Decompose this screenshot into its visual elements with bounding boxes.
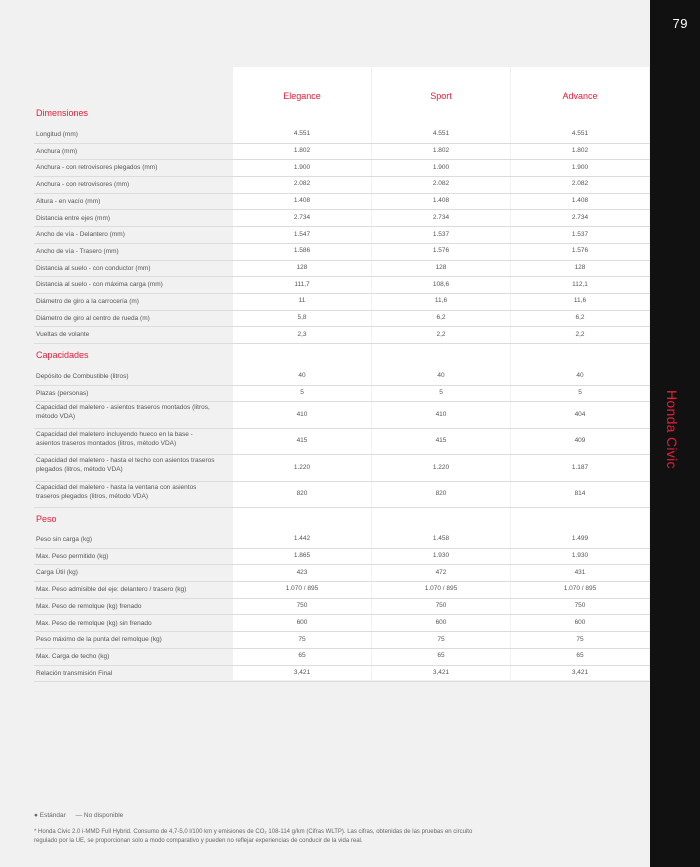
row-value: 750 bbox=[435, 602, 447, 610]
table-row bbox=[34, 401, 650, 429]
table-row bbox=[34, 481, 650, 509]
row-label: Ancho de vía - Trasero (mm) bbox=[36, 247, 119, 255]
row-value: 1.070 / 895 bbox=[563, 585, 597, 593]
table-row bbox=[34, 648, 650, 666]
row-label: Distancia entre ejes (mm) bbox=[36, 214, 111, 222]
section-title: Capacidades bbox=[36, 350, 89, 360]
row-value: 111,7 bbox=[294, 280, 310, 288]
row-value: 40 bbox=[576, 372, 584, 380]
table-row bbox=[34, 428, 650, 456]
row-value: 410 bbox=[296, 410, 308, 418]
row-label: Capacidad del maletero incluyendo hueco en la base - asientos traseros montados (litros, método VDA) bbox=[36, 430, 193, 447]
table-row bbox=[34, 598, 650, 616]
row-value: 1.408 bbox=[571, 197, 589, 205]
row-value: 128 bbox=[296, 263, 308, 271]
page-number: 79 bbox=[672, 16, 688, 31]
row-value: 40 bbox=[437, 372, 445, 380]
table-row bbox=[34, 615, 650, 633]
row-value: 750 bbox=[296, 602, 308, 610]
row-value: 11,6 bbox=[434, 297, 448, 305]
row-value: 1.802 bbox=[432, 147, 450, 155]
row-value: 112,1 bbox=[572, 280, 588, 288]
row-value: 1.900 bbox=[432, 163, 450, 171]
row-value: 108,6 bbox=[432, 280, 450, 288]
row-value: 2.734 bbox=[571, 213, 589, 221]
row-value: 3,421 bbox=[432, 668, 450, 676]
row-value: 2,2 bbox=[436, 330, 446, 338]
table-row bbox=[34, 548, 650, 566]
row-label: Diámetro de giro a la carrocería (m) bbox=[36, 298, 139, 305]
row-label: Carga Útil (kg) bbox=[36, 569, 78, 577]
row-value: 1.537 bbox=[432, 230, 450, 238]
row-value: 423 bbox=[296, 568, 308, 576]
table-row bbox=[34, 454, 650, 482]
row-value: 6,2 bbox=[575, 314, 585, 322]
table-row bbox=[34, 260, 650, 278]
row-value: 1.930 bbox=[571, 552, 589, 560]
column-header-elegance: Elegance bbox=[283, 91, 321, 101]
row-value: 1.537 bbox=[571, 230, 589, 238]
row-value: 1.802 bbox=[293, 147, 311, 155]
row-label: Distancia al suelo - con máxima carga (mm) bbox=[36, 281, 163, 289]
table-row bbox=[34, 368, 650, 386]
row-value: 1.900 bbox=[293, 163, 311, 171]
row-value: 1.865 bbox=[293, 552, 311, 560]
row-value: 410 bbox=[435, 410, 447, 418]
row-label: Peso sin carga (kg) bbox=[36, 536, 92, 543]
table-row bbox=[34, 226, 650, 244]
table-row bbox=[34, 126, 650, 144]
row-value: 1.802 bbox=[571, 147, 589, 155]
row-label: Depósito de Combustible (litros) bbox=[36, 373, 129, 380]
row-value: 4.551 bbox=[293, 130, 311, 138]
table-row bbox=[34, 276, 650, 294]
table-row bbox=[34, 293, 650, 311]
row-value: 2,2 bbox=[575, 330, 585, 338]
row-value: 1.187 bbox=[571, 463, 589, 471]
column-header-sport: Sport bbox=[430, 91, 452, 101]
row-value: 600 bbox=[435, 618, 447, 626]
table-row bbox=[34, 631, 650, 649]
row-value: 415 bbox=[296, 437, 308, 445]
row-value: 820 bbox=[435, 490, 447, 498]
row-value: 1.576 bbox=[571, 247, 589, 255]
row-value: 128 bbox=[435, 263, 447, 271]
row-label: Diámetro de giro al centro de rueda (m) bbox=[36, 314, 150, 322]
row-value: 600 bbox=[296, 618, 308, 626]
row-value: 1.499 bbox=[571, 535, 589, 543]
table-row bbox=[34, 665, 650, 683]
row-value: 75 bbox=[576, 635, 584, 643]
row-label: Max. Carga de techo (kg) bbox=[36, 652, 110, 660]
footnote: * Honda Civic 2.0 i-MMD Full Hybrid. Consumo de 4,7-5,0 l/100 km y emisiones de CO₂ 108-114 g/km (Cifras WLTP). Las cifras, obtenidas de las pruebas en circuito regulado por la UE, se proporcionan solo a modo comparativo y pueden no reflejar experiencias de conducir de la vida real. bbox=[34, 829, 473, 844]
row-label: Ancho de vía - Delantero (mm) bbox=[36, 231, 125, 239]
row-label: Longitud (mm) bbox=[36, 131, 78, 138]
row-value: 415 bbox=[435, 437, 447, 445]
row-value: 2,3 bbox=[297, 330, 307, 338]
row-label: Plazas (personas) bbox=[36, 389, 89, 397]
row-value: 2.734 bbox=[432, 213, 450, 221]
row-value: 1.220 bbox=[293, 463, 311, 471]
row-label: Max. Peso admisible del eje: delantero / trasero (kg) bbox=[36, 586, 187, 594]
row-label: Distancia al suelo - con conductor (mm) bbox=[36, 264, 151, 272]
row-label: Max. Peso de remolque (kg) sin frenado bbox=[36, 619, 152, 627]
row-value: 820 bbox=[296, 490, 308, 498]
table-row bbox=[34, 176, 650, 194]
row-value: 5,8 bbox=[297, 314, 307, 322]
row-value: 1.930 bbox=[432, 552, 450, 560]
row-value: 128 bbox=[574, 263, 586, 271]
row-label: Max. Peso permitido (kg) bbox=[36, 552, 109, 560]
table-row bbox=[34, 310, 650, 328]
row-label: Altura - en vacío (mm) bbox=[36, 197, 101, 205]
row-value: 2.082 bbox=[571, 180, 589, 188]
table-row bbox=[34, 564, 650, 582]
row-label: Capacidad del maletero - hasta el techo con asientos traseros plegados (litros, método VDA) bbox=[36, 457, 215, 474]
side-title: Honda Civic bbox=[664, 390, 680, 469]
row-value: 3,421 bbox=[571, 668, 589, 676]
row-label: Max. Peso de remolque (kg) frenado bbox=[36, 602, 142, 610]
row-value: 11 bbox=[298, 297, 306, 305]
row-value: 11,6 bbox=[573, 297, 587, 305]
row-value: 1.070 / 895 bbox=[424, 585, 458, 593]
table-row bbox=[34, 143, 650, 161]
section-title: Dimensiones bbox=[36, 108, 89, 118]
row-value: 814 bbox=[574, 490, 586, 498]
table-row bbox=[34, 243, 650, 261]
row-value: 4.551 bbox=[571, 130, 589, 138]
table-row bbox=[34, 159, 650, 177]
row-label: Anchura (mm) bbox=[36, 147, 78, 155]
row-value: 750 bbox=[574, 602, 586, 610]
row-value: 431 bbox=[574, 568, 586, 576]
row-label: Anchura - con retrovisores plegados (mm) bbox=[36, 164, 158, 172]
row-label: Capacidad del maletero - hasta la ventana con asientos traseros plegados (litros, método VDA) bbox=[36, 483, 197, 500]
row-value: 409 bbox=[574, 437, 586, 445]
row-label: Vueltas de volante bbox=[36, 331, 90, 339]
row-value: 75 bbox=[298, 635, 306, 643]
row-value: 40 bbox=[298, 372, 306, 380]
row-value: 404 bbox=[574, 410, 586, 418]
row-value: 5 bbox=[439, 389, 443, 397]
table-row bbox=[34, 210, 650, 228]
row-value: 1.900 bbox=[571, 163, 589, 171]
row-value: 65 bbox=[437, 652, 445, 660]
legend bbox=[34, 812, 131, 819]
row-label: Anchura - con retrovisores (mm) bbox=[36, 181, 130, 189]
row-value: 1.408 bbox=[293, 197, 311, 205]
row-value: 2.082 bbox=[293, 180, 311, 188]
row-value: 600 bbox=[574, 618, 586, 626]
row-label: Relación transmisión Final bbox=[36, 669, 113, 677]
row-value: 65 bbox=[298, 652, 306, 660]
row-value: 1.576 bbox=[432, 247, 450, 255]
row-value: 5 bbox=[578, 389, 582, 397]
row-value: 472 bbox=[435, 568, 447, 576]
row-value: 3,421 bbox=[293, 668, 311, 676]
row-label: Peso máximo de la punta del remolque (kg) bbox=[36, 636, 162, 644]
row-value: 1.547 bbox=[293, 230, 311, 238]
row-value: 1.220 bbox=[432, 463, 450, 471]
row-value: 1.586 bbox=[293, 247, 311, 255]
section-title: Peso bbox=[36, 514, 57, 524]
row-value: 1.442 bbox=[293, 535, 311, 543]
row-value: 2.734 bbox=[293, 213, 311, 221]
table-row bbox=[34, 193, 650, 211]
row-value: 4.551 bbox=[432, 130, 450, 138]
row-value: 5 bbox=[300, 389, 304, 397]
table-row bbox=[34, 581, 650, 599]
table-row bbox=[34, 385, 650, 403]
legend-standard: ● Estándar bbox=[34, 812, 66, 819]
row-value: 1.458 bbox=[432, 535, 450, 543]
table-row bbox=[34, 326, 650, 344]
row-value: 6,2 bbox=[436, 314, 446, 322]
row-value: 1.070 / 895 bbox=[285, 585, 319, 593]
row-value: 2.082 bbox=[432, 180, 450, 188]
row-value: 65 bbox=[576, 652, 584, 660]
column-header-advance: Advance bbox=[562, 91, 598, 101]
row-label: Capacidad del maletero - asientos traseros montados (litros, método VDA) bbox=[36, 404, 210, 421]
table-row bbox=[34, 531, 650, 549]
row-value: 75 bbox=[437, 635, 445, 643]
row-value: 1.408 bbox=[432, 197, 450, 205]
legend-not-available: — No disponible bbox=[75, 812, 124, 819]
